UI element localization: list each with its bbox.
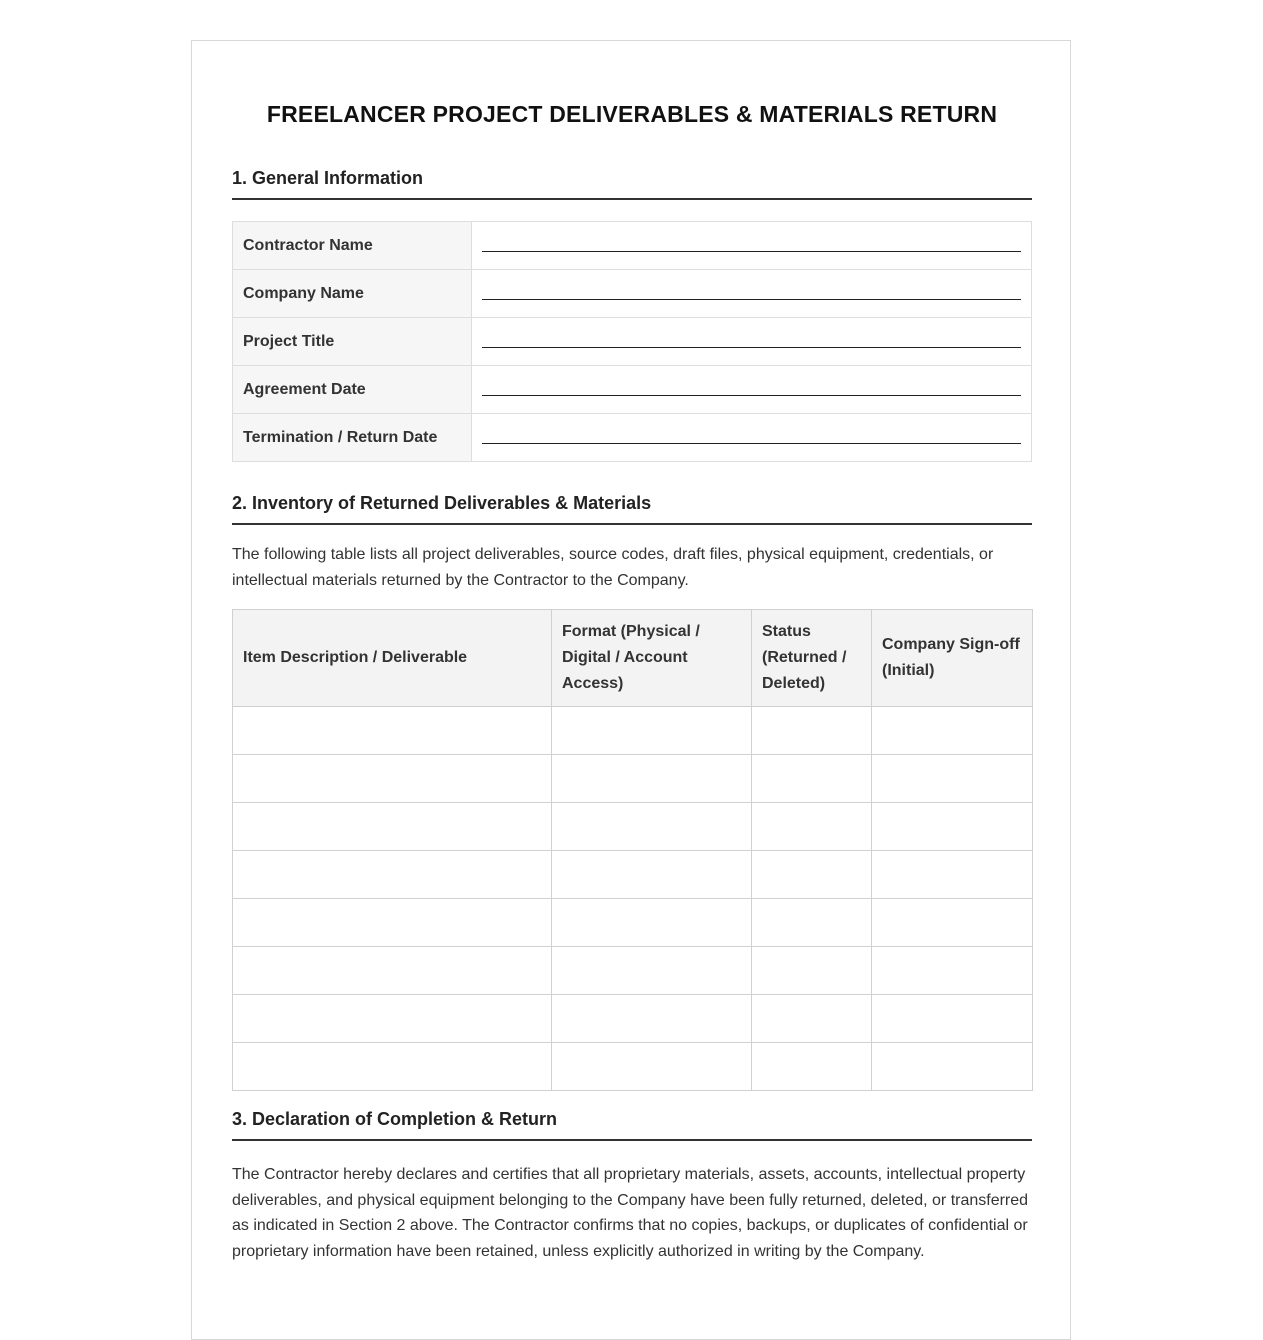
table-row bbox=[233, 995, 1033, 1043]
signoff-cell[interactable] bbox=[872, 947, 1033, 995]
column-header-status: Status (Returned / Deleted) bbox=[752, 610, 872, 707]
table-row bbox=[233, 414, 1032, 462]
table-row bbox=[233, 1043, 1033, 1091]
table-row bbox=[233, 222, 1032, 270]
section-heading-declaration: 3. Declaration of Completion & Return bbox=[232, 1109, 1032, 1141]
item-description-cell[interactable] bbox=[233, 803, 552, 851]
section-heading-inventory: 2. Inventory of Returned Deliverables & Materials bbox=[232, 493, 1032, 525]
table-row bbox=[233, 899, 1033, 947]
format-cell[interactable] bbox=[552, 707, 752, 755]
format-cell[interactable] bbox=[552, 947, 752, 995]
item-description-cell[interactable] bbox=[233, 947, 552, 995]
inventory-intro-text: The following table lists all project deliverables, source codes, draft files, physical equipment, credentials, or intellectual materials returned by the Contractor to the Company. bbox=[232, 546, 994, 589]
column-header-format: Format (Physical / Digital / Account Access) bbox=[552, 610, 752, 707]
table-row bbox=[233, 318, 1032, 366]
document-page bbox=[191, 40, 1071, 1340]
format-cell[interactable] bbox=[552, 899, 752, 947]
table-header-row bbox=[233, 610, 1033, 707]
item-description-cell[interactable] bbox=[233, 851, 552, 899]
item-description-cell[interactable] bbox=[233, 707, 552, 755]
table-row bbox=[233, 851, 1033, 899]
format-cell[interactable] bbox=[552, 755, 752, 803]
status-cell[interactable] bbox=[752, 803, 872, 851]
general-information-table bbox=[232, 221, 1032, 462]
table-row bbox=[233, 366, 1032, 414]
declaration-text: The Contractor hereby declares and certifies that all proprietary materials, assets, accounts, intellectual property deliverables, and physical equipment belonging to the Company have been fully returned, deleted, or transferred as indicated in Section 2 above. The Contractor confirms that no copies, backups, or duplicates of confidential or proprietary information have been retained, unless explicitly authorized in writing by the Company. bbox=[232, 1166, 1029, 1261]
fill-line bbox=[482, 395, 1021, 396]
document-title: FREELANCER PROJECT DELIVERABLES & MATERIALS RETURN bbox=[266, 101, 998, 127]
signoff-cell[interactable] bbox=[872, 995, 1033, 1043]
status-cell[interactable] bbox=[752, 851, 872, 899]
column-header-item-description: Item Description / Deliverable bbox=[233, 610, 552, 707]
table-row bbox=[233, 755, 1033, 803]
table-row bbox=[233, 270, 1032, 318]
field-label: Contractor Name bbox=[233, 222, 472, 270]
status-cell[interactable] bbox=[752, 947, 872, 995]
field-label: Termination / Return Date bbox=[233, 414, 472, 462]
format-cell[interactable] bbox=[552, 803, 752, 851]
fill-line bbox=[482, 251, 1021, 252]
agreement-date-field[interactable] bbox=[472, 366, 1032, 414]
table-row bbox=[233, 803, 1033, 851]
table-row bbox=[233, 947, 1033, 995]
column-header-company-signoff: Company Sign-off (Initial) bbox=[872, 610, 1033, 707]
item-description-cell[interactable] bbox=[233, 1043, 552, 1091]
status-cell[interactable] bbox=[752, 707, 872, 755]
field-label: Company Name bbox=[233, 270, 472, 318]
signoff-cell[interactable] bbox=[872, 803, 1033, 851]
contractor-name-field[interactable] bbox=[472, 222, 1032, 270]
fill-line bbox=[482, 443, 1021, 444]
format-cell[interactable] bbox=[552, 1043, 752, 1091]
field-label: Agreement Date bbox=[233, 366, 472, 414]
status-cell[interactable] bbox=[752, 755, 872, 803]
status-cell[interactable] bbox=[752, 899, 872, 947]
item-description-cell[interactable] bbox=[233, 995, 552, 1043]
format-cell[interactable] bbox=[552, 995, 752, 1043]
termination-return-date-field[interactable] bbox=[472, 414, 1032, 462]
field-label: Project Title bbox=[233, 318, 472, 366]
signoff-cell[interactable] bbox=[872, 899, 1033, 947]
signoff-cell[interactable] bbox=[872, 851, 1033, 899]
signoff-cell[interactable] bbox=[872, 1043, 1033, 1091]
table-row bbox=[233, 707, 1033, 755]
item-description-cell[interactable] bbox=[233, 899, 552, 947]
status-cell[interactable] bbox=[752, 1043, 872, 1091]
item-description-cell[interactable] bbox=[233, 755, 552, 803]
format-cell[interactable] bbox=[552, 851, 752, 899]
signoff-cell[interactable] bbox=[872, 755, 1033, 803]
inventory-table bbox=[232, 609, 1033, 1091]
status-cell[interactable] bbox=[752, 995, 872, 1043]
project-title-field[interactable] bbox=[472, 318, 1032, 366]
fill-line bbox=[482, 347, 1021, 348]
company-name-field[interactable] bbox=[472, 270, 1032, 318]
fill-line bbox=[482, 299, 1021, 300]
signoff-cell[interactable] bbox=[872, 707, 1033, 755]
section-heading-general-information: 1. General Information bbox=[232, 168, 1032, 200]
